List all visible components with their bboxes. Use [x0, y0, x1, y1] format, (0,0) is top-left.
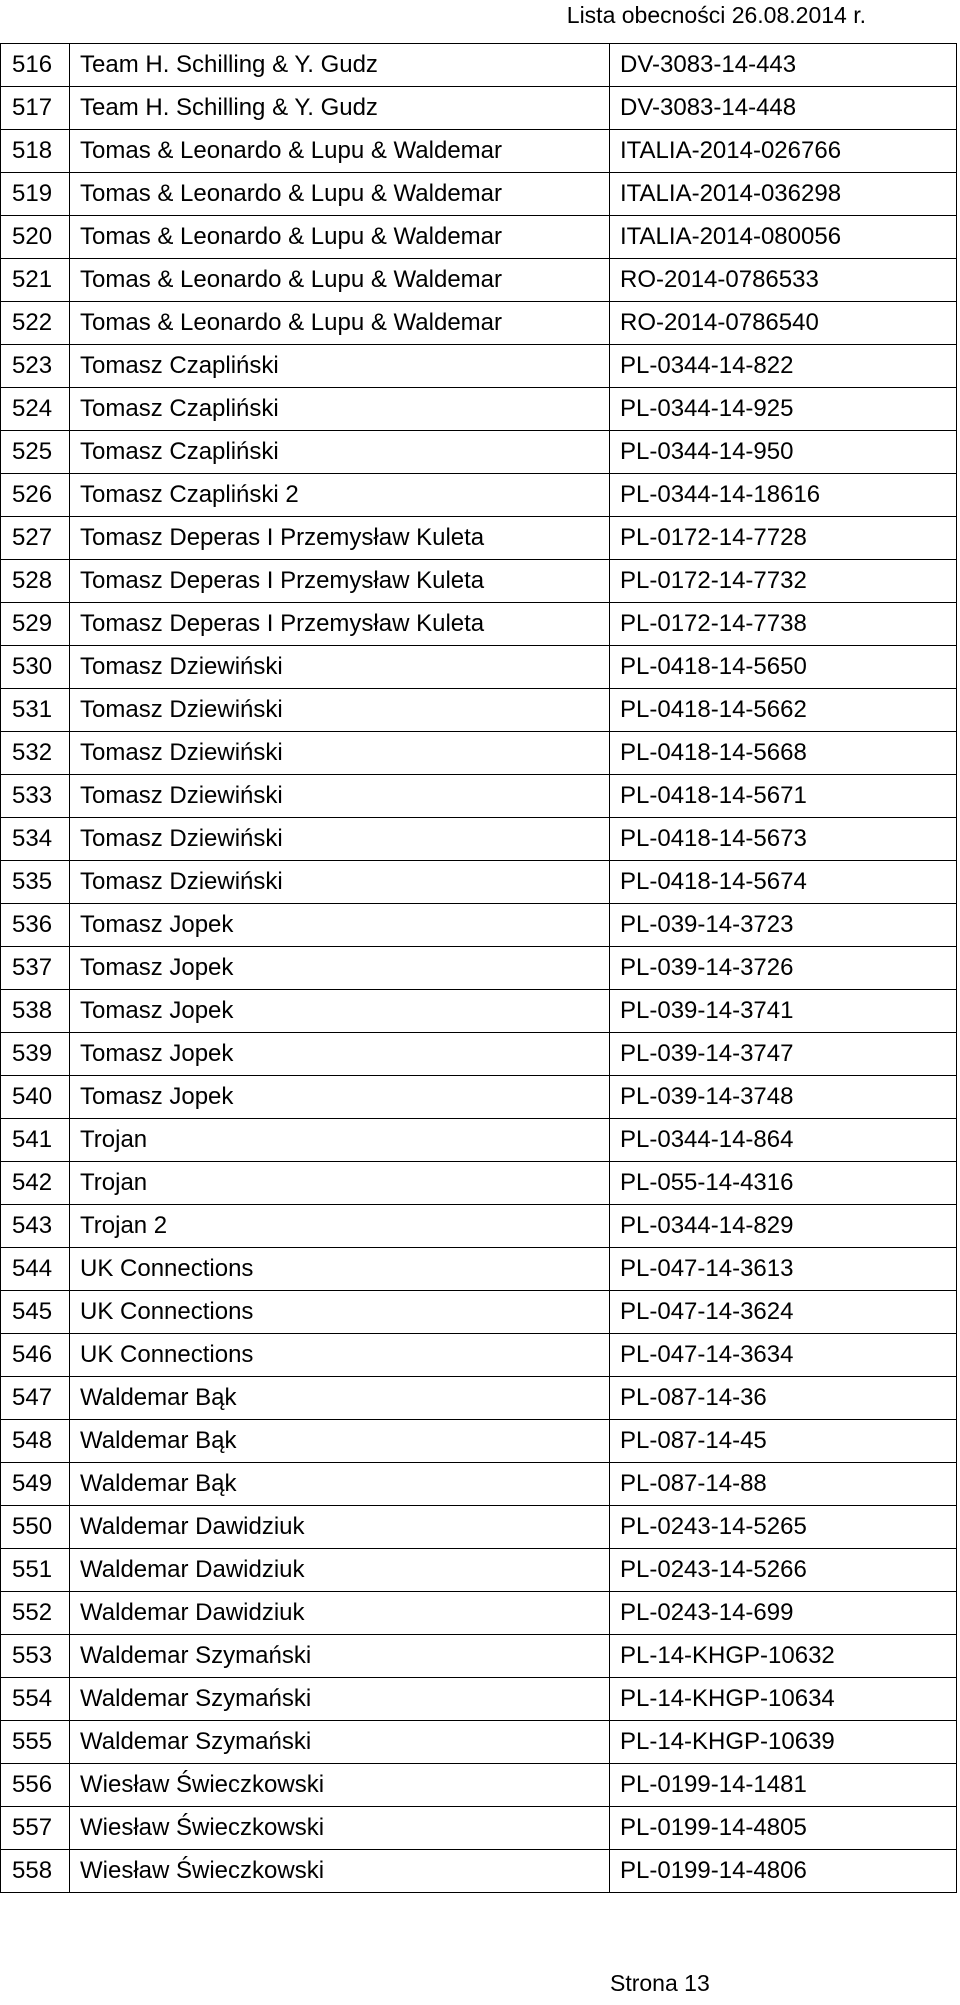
participant-name: Waldemar Dawidziuk	[70, 1592, 610, 1635]
registration-code: PL-0344-14-829	[610, 1205, 957, 1248]
row-number: 541	[1, 1119, 70, 1162]
participant-name: Trojan	[70, 1162, 610, 1205]
participant-name: Tomasz Dziewiński	[70, 818, 610, 861]
table-row	[1, 1119, 957, 1162]
participant-name: Waldemar Szymański	[70, 1721, 610, 1764]
registration-code: PL-0172-14-7738	[610, 603, 957, 646]
participant-name: Tomasz Czapliński	[70, 345, 610, 388]
participant-name: Tomasz Deperas I Przemysław Kuleta	[70, 517, 610, 560]
table-row	[1, 1592, 957, 1635]
table-row	[1, 818, 957, 861]
table-row	[1, 1377, 957, 1420]
row-number: 555	[1, 1721, 70, 1764]
table-row	[1, 1635, 957, 1678]
attendance-table	[0, 43, 957, 1893]
registration-code: PL-047-14-3634	[610, 1334, 957, 1377]
table-row	[1, 44, 957, 87]
registration-code: PL-0243-14-699	[610, 1592, 957, 1635]
table-row	[1, 431, 957, 474]
participant-name: Tomasz Jopek	[70, 1033, 610, 1076]
page-number: Strona 13	[610, 1970, 710, 1996]
participant-name: Waldemar Bąk	[70, 1377, 610, 1420]
participant-name: Tomasz Dziewiński	[70, 861, 610, 904]
row-number: 535	[1, 861, 70, 904]
row-number: 520	[1, 216, 70, 259]
participant-name: UK Connections	[70, 1248, 610, 1291]
row-number: 548	[1, 1420, 70, 1463]
table-row	[1, 1506, 957, 1549]
table-row	[1, 1850, 957, 1893]
registration-code: PL-039-14-3748	[610, 1076, 957, 1119]
row-number: 540	[1, 1076, 70, 1119]
row-number: 534	[1, 818, 70, 861]
participant-name: Trojan	[70, 1119, 610, 1162]
participant-name: Team H. Schilling & Y. Gudz	[70, 44, 610, 87]
table-row	[1, 904, 957, 947]
table-row	[1, 259, 957, 302]
registration-code: PL-0243-14-5266	[610, 1549, 957, 1592]
registration-code: ITALIA-2014-036298	[610, 173, 957, 216]
registration-code: PL-055-14-4316	[610, 1162, 957, 1205]
participant-name: Wiesław Świeczkowski	[70, 1850, 610, 1893]
table-row	[1, 861, 957, 904]
table-row	[1, 130, 957, 173]
participant-name: Tomasz Dziewiński	[70, 732, 610, 775]
registration-code: PL-0344-14-822	[610, 345, 957, 388]
row-number: 539	[1, 1033, 70, 1076]
participant-name: Wiesław Świeczkowski	[70, 1807, 610, 1850]
table-row	[1, 603, 957, 646]
participant-name: Tomas & Leonardo & Lupu & Waldemar	[70, 302, 610, 345]
table-row	[1, 1033, 957, 1076]
participant-name: Waldemar Dawidziuk	[70, 1549, 610, 1592]
registration-code: PL-0199-14-4806	[610, 1850, 957, 1893]
registration-code: PL-0344-14-950	[610, 431, 957, 474]
row-number: 542	[1, 1162, 70, 1205]
table-row	[1, 1678, 957, 1721]
participant-name: UK Connections	[70, 1334, 610, 1377]
row-number: 525	[1, 431, 70, 474]
table-row	[1, 388, 957, 431]
registration-code: PL-0344-14-18616	[610, 474, 957, 517]
row-number: 521	[1, 259, 70, 302]
row-number: 528	[1, 560, 70, 603]
row-number: 522	[1, 302, 70, 345]
participant-name: Team H. Schilling & Y. Gudz	[70, 87, 610, 130]
row-number: 523	[1, 345, 70, 388]
table-row	[1, 1549, 957, 1592]
registration-code: PL-0418-14-5662	[610, 689, 957, 732]
table-row	[1, 302, 957, 345]
table-row	[1, 1162, 957, 1205]
table-row	[1, 1205, 957, 1248]
registration-code: PL-0344-14-864	[610, 1119, 957, 1162]
registration-code: PL-039-14-3747	[610, 1033, 957, 1076]
table-row	[1, 87, 957, 130]
participant-name: Tomasz Jopek	[70, 904, 610, 947]
table-row	[1, 1764, 957, 1807]
row-number: 552	[1, 1592, 70, 1635]
row-number: 527	[1, 517, 70, 560]
registration-code: PL-0199-14-4805	[610, 1807, 957, 1850]
participant-name: Waldemar Szymański	[70, 1678, 610, 1721]
participant-name: Waldemar Szymański	[70, 1635, 610, 1678]
registration-code: DV-3083-14-443	[610, 44, 957, 87]
table-row	[1, 517, 957, 560]
registration-code: PL-039-14-3723	[610, 904, 957, 947]
participant-name: Wiesław Świeczkowski	[70, 1764, 610, 1807]
table-row	[1, 173, 957, 216]
table-row	[1, 1291, 957, 1334]
registration-code: ITALIA-2014-026766	[610, 130, 957, 173]
row-number: 557	[1, 1807, 70, 1850]
table-row	[1, 1807, 957, 1850]
registration-code: PL-039-14-3726	[610, 947, 957, 990]
table-row	[1, 345, 957, 388]
registration-code: PL-087-14-45	[610, 1420, 957, 1463]
table-row	[1, 1248, 957, 1291]
registration-code: PL-0418-14-5650	[610, 646, 957, 689]
participant-name: Tomas & Leonardo & Lupu & Waldemar	[70, 216, 610, 259]
row-number: 536	[1, 904, 70, 947]
registration-code: PL-047-14-3613	[610, 1248, 957, 1291]
registration-code: PL-087-14-36	[610, 1377, 957, 1420]
registration-code: PL-0199-14-1481	[610, 1764, 957, 1807]
row-number: 550	[1, 1506, 70, 1549]
registration-code: PL-0418-14-5671	[610, 775, 957, 818]
table-row	[1, 1076, 957, 1119]
row-number: 556	[1, 1764, 70, 1807]
row-number: 553	[1, 1635, 70, 1678]
registration-code: PL-0418-14-5674	[610, 861, 957, 904]
table-row	[1, 474, 957, 517]
participant-name: Tomas & Leonardo & Lupu & Waldemar	[70, 130, 610, 173]
participant-name: UK Connections	[70, 1291, 610, 1334]
row-number: 524	[1, 388, 70, 431]
registration-code: RO-2014-0786540	[610, 302, 957, 345]
table-row	[1, 646, 957, 689]
participant-name: Tomasz Czapliński 2	[70, 474, 610, 517]
row-number: 519	[1, 173, 70, 216]
participant-name: Tomasz Jopek	[70, 947, 610, 990]
participant-name: Tomasz Dziewiński	[70, 775, 610, 818]
registration-code: PL-0418-14-5673	[610, 818, 957, 861]
row-number: 551	[1, 1549, 70, 1592]
table-row	[1, 1721, 957, 1764]
row-number: 517	[1, 87, 70, 130]
row-number: 531	[1, 689, 70, 732]
table-row	[1, 947, 957, 990]
attendance-table-body	[1, 44, 957, 1893]
participant-name: Tomasz Jopek	[70, 990, 610, 1033]
row-number: 543	[1, 1205, 70, 1248]
row-number: 545	[1, 1291, 70, 1334]
registration-code: PL-047-14-3624	[610, 1291, 957, 1334]
participant-name: Tomas & Leonardo & Lupu & Waldemar	[70, 173, 610, 216]
table-row	[1, 560, 957, 603]
row-number: 547	[1, 1377, 70, 1420]
table-row	[1, 216, 957, 259]
row-number: 516	[1, 44, 70, 87]
participant-name: Tomasz Jopek	[70, 1076, 610, 1119]
row-number: 538	[1, 990, 70, 1033]
page-title: Lista obecności 26.08.2014 r.	[566, 2, 866, 28]
table-row	[1, 1420, 957, 1463]
participant-name: Trojan 2	[70, 1205, 610, 1248]
registration-code: PL-14-KHGP-10632	[610, 1635, 957, 1678]
registration-code: PL-14-KHGP-10634	[610, 1678, 957, 1721]
table-row	[1, 732, 957, 775]
row-number: 554	[1, 1678, 70, 1721]
registration-code: PL-0172-14-7732	[610, 560, 957, 603]
registration-code: PL-0418-14-5668	[610, 732, 957, 775]
table-row	[1, 990, 957, 1033]
row-number: 518	[1, 130, 70, 173]
participant-name: Tomas & Leonardo & Lupu & Waldemar	[70, 259, 610, 302]
row-number: 529	[1, 603, 70, 646]
registration-code: PL-14-KHGP-10639	[610, 1721, 957, 1764]
table-row	[1, 775, 957, 818]
registration-code: PL-039-14-3741	[610, 990, 957, 1033]
registration-code: PL-0172-14-7728	[610, 517, 957, 560]
table-row	[1, 689, 957, 732]
registration-code: PL-0243-14-5265	[610, 1506, 957, 1549]
row-number: 549	[1, 1463, 70, 1506]
participant-name: Waldemar Dawidziuk	[70, 1506, 610, 1549]
table-row	[1, 1463, 957, 1506]
participant-name: Waldemar Bąk	[70, 1463, 610, 1506]
participant-name: Tomasz Czapliński	[70, 431, 610, 474]
participant-name: Waldemar Bąk	[70, 1420, 610, 1463]
row-number: 537	[1, 947, 70, 990]
registration-code: PL-087-14-88	[610, 1463, 957, 1506]
row-number: 532	[1, 732, 70, 775]
participant-name: Tomasz Czapliński	[70, 388, 610, 431]
participant-name: Tomasz Deperas I Przemysław Kuleta	[70, 560, 610, 603]
row-number: 530	[1, 646, 70, 689]
row-number: 558	[1, 1850, 70, 1893]
registration-code: RO-2014-0786533	[610, 259, 957, 302]
registration-code: PL-0344-14-925	[610, 388, 957, 431]
row-number: 544	[1, 1248, 70, 1291]
participant-name: Tomasz Dziewiński	[70, 646, 610, 689]
registration-code: DV-3083-14-448	[610, 87, 957, 130]
participant-name: Tomasz Dziewiński	[70, 689, 610, 732]
row-number: 546	[1, 1334, 70, 1377]
table-row	[1, 1334, 957, 1377]
row-number: 533	[1, 775, 70, 818]
row-number: 526	[1, 474, 70, 517]
registration-code: ITALIA-2014-080056	[610, 216, 957, 259]
participant-name: Tomasz Deperas I Przemysław Kuleta	[70, 603, 610, 646]
